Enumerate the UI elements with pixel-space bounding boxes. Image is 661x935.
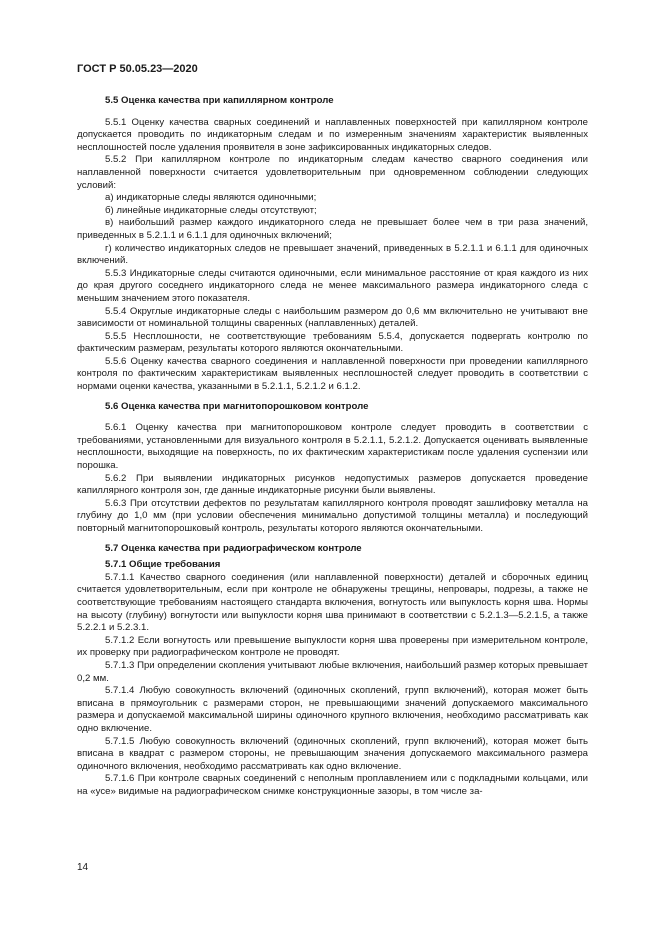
paragraph-5-5-5: 5.5.5 Несплошности, не соответствующие требованиям 5.5.4, допускается подвергать контролю по фактическим размерам, результаты которого являются окончательными. bbox=[77, 330, 588, 355]
section-heading-5-7: 5.7 Оценка качества при радиографическом контроле bbox=[105, 542, 362, 554]
paragraph-5-7-1-4: 5.7.1.4 Любую совокупность включений (одиночных скоплений, групп включений), которая может быть вписана в прямоугольник с размерами сторон, не превышающими значений допускаемого максимального размера и допускаемой максимальной ширины одиночного крупного включения, необходимо рассматривать как одно включение. bbox=[77, 685, 588, 734]
paragraph-5-5-1: 5.5.1 Оценку качества сварных соединений и наплавленных поверхностей при капиллярном контроле допускается проводить по индикаторным следам и по измеренным значениям характеристик выявленных несплошностей после удаления проявителя в зоне зафиксированных индикаторных следов. bbox=[77, 116, 588, 153]
paragraph-5-5-4: 5.5.4 Округлые индикаторные следы с наибольшим размером до 0,6 мм включительно не учитывают вне зависимости от номинальной толщины сваренных (наплавленных) деталей. bbox=[77, 305, 588, 330]
paragraph-5-7-1-5: 5.7.1.5 Любую совокупность включений (одиночных скоплений, групп включений), которая может быть вписана в квадрат с размером стороны, не превышающим значения допускаемого максимального размера одиночного включения, необходимо рассматривать как одно включение. bbox=[77, 735, 588, 772]
section-heading-5-5: 5.5 Оценка качества при капиллярном контроле bbox=[105, 95, 334, 106]
subsection-heading-5-7-1: 5.7.1 Общие требования bbox=[105, 559, 221, 571]
paragraph-5-6-3: 5.6.3 При отсутствии дефектов по результатам капиллярного контроля проводят зашлифовку металла на глубину до 1,0 мм (при условии обеспечения минимально допустимой толщины металла) и последующий повторный магнитопорошковый контроль, результаты которого являются окончательными. bbox=[77, 497, 588, 534]
paragraph-5-7-1-1: 5.7.1.1 Качество сварного соединения (или наплавленной поверхности) деталей и сборочных единиц считается удовлетворительным, если при контроле не обнаружены трещины, непровары, подрезы, а также не соответствующие требованиям настоящего стандарта включения, вогнутость или выпуклость корня шва. Нормы на высоту (глубину) вогнутости или выпуклости корня шва принимают в соответствии с 5.2.1.3—5.2.1.5, а также 5.2.2.1 и 5.2.3.1. bbox=[77, 571, 588, 634]
list-item-v: в) наибольший размер каждого индикаторного следа не превышает более чем в три раза значений, приведенных в 5.2.1.1 и 6.1.1 для одиночных включений; bbox=[77, 217, 588, 241]
paragraph-5-6-2: 5.6.2 При выявлении индикаторных рисунков недопустимых размеров допускается проведение капиллярного контроля зон, где данные индикаторные рисунки были выявлены. bbox=[77, 472, 588, 497]
paragraph-5-7-1-2: 5.7.1.2 Если вогнутость или превышение выпуклости корня шва проверены при измерительном контроле, их проверку при радиографическом контроле не проводят. bbox=[77, 634, 588, 659]
paragraph-5-7-1-6: 5.7.1.6 При контроле сварных соединений с неполным проплавлением или с подкладными кольцами, или на «усе» видимые на радиографическом снимке конструкционные зазоры, в том числе за- bbox=[77, 773, 588, 797]
paragraph-5-7-1-3: 5.7.1.3 При определении скопления учитывают любые включения, наибольший размер которых превышает 0,2 мм. bbox=[77, 659, 588, 684]
paragraph-5-6-1: 5.6.1 Оценку качества при магнитопорошковом контроле следует проводить в соответствии с требованиями, установленными для визуального контроля в 5.2.1.1, 5.2.1.2. Допускается оценивать выявленные несплошности, выходящие на поверхность, по их фактическим характеристикам после удаления суспензии или порошка. bbox=[77, 422, 588, 472]
list-item-a: а) индикаторные следы являются одиночными; bbox=[105, 192, 317, 204]
section-heading-5-6: 5.6 Оценка качества при магнитопорошковом контроле bbox=[105, 400, 369, 412]
document-id: ГОСТ Р 50.05.23—2020 bbox=[77, 63, 198, 75]
page-number: 14 bbox=[77, 862, 89, 873]
paragraph-5-5-2: 5.5.2 При капиллярном контроле по индикаторным следам качество сварного соединения или наплавленной поверхности считается удовлетворительным при одновременном соблюдении следующих условий: bbox=[77, 154, 588, 191]
list-item-b: б) линейные индикаторные следы отсутствуют; bbox=[105, 204, 317, 216]
page-content bbox=[77, 95, 588, 798]
paragraph-5-5-3: 5.5.3 Индикаторные следы считаются одиночными, если минимальное расстояние от края каждого из них до края другого соседнего индикаторного следа не менее максимального размера индикаторного следа с меньшим значением этого показателя. bbox=[77, 267, 588, 304]
paragraph-5-5-6: 5.5.6 Оценку качества сварного соединения и наплавленной поверхности при проведении капиллярного контроля по фактическим характеристикам выявленных несплошностей следует проводить в соответствии с нормами оценки качества, указанными в 5.2.1.1, 5.2.1.2 и 6.1.2. bbox=[77, 355, 588, 393]
list-item-g: г) количество индикаторных следов не превышает значений, приведенных в 5.2.1.1 и 6.1.1 для одиночных включений. bbox=[77, 242, 588, 267]
